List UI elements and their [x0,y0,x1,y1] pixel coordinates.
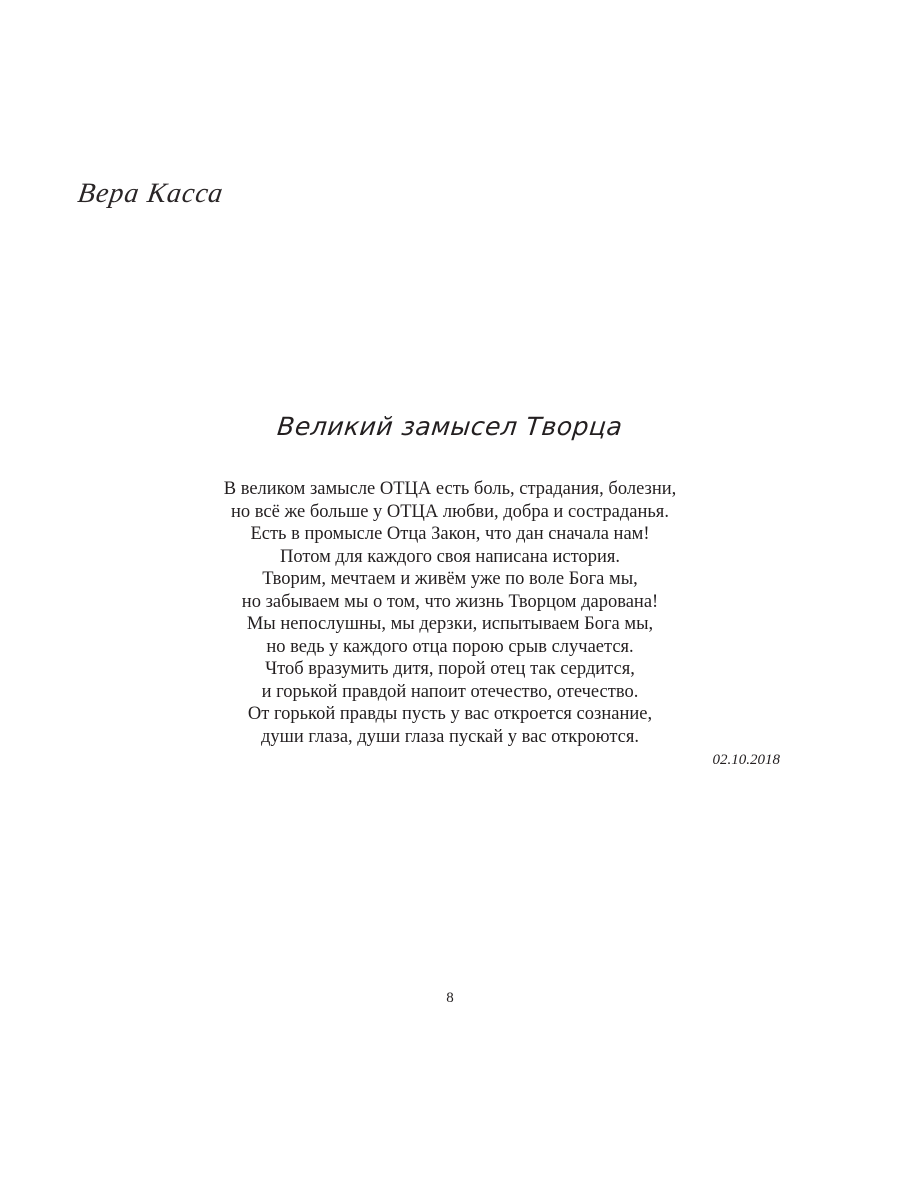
poem-line: Потом для каждого своя написана история. [280,546,620,567]
author-name: Вера Касса [75,178,226,209]
poem-date: 02.10.2018 [712,752,780,768]
poem-body [0,478,900,748]
poem-line: и горькой правдой напоит отечество, отечество. [261,681,639,702]
poem-title: Великий замысел Творца [275,412,625,441]
poem-line: В великом замысле ОТЦА есть боль, страдания, болезни, [223,479,677,499]
poem-line: Чтоб вразумить дитя, порой отец так сердится, [265,659,635,679]
poem-line: Творим, мечтаем и живём уже по воле Бога мы, [262,569,638,589]
poem-line: души глаза, души глаза пускай у вас откроются. [261,726,639,747]
poem-line: От горькой правды пусть у вас откроется сознание, [247,704,653,724]
poem-line: Есть в промысле Отца Закон, что дан сначала нам! [250,524,650,544]
poem-line: но забываем мы о том, что жизнь Творцом дарована! [241,591,659,612]
poem-line: но всё же больше у ОТЦА любви, добра и сострaданья. [231,501,669,522]
poem-line: но ведь у каждого отца порою срыв случается. [266,636,634,657]
poem-line: Мы непослушны, мы дерзки, испытываем Бога мы, [246,614,654,634]
page-number: 8 [446,990,454,1006]
